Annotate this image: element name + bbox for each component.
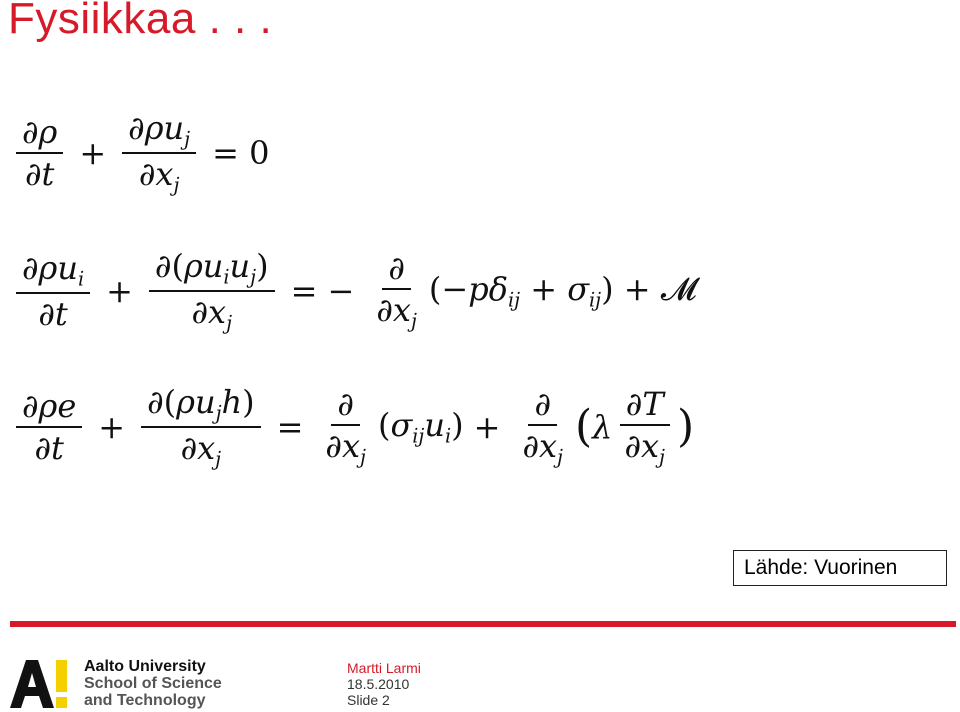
equation-continuity: $\frac{\partial\rho}{\partial t}$ + $\frac{\partial\rho u_j}{\partial x_j}$ = 0 [10,108,279,197]
university-name [84,658,222,709]
university-title: Aalto University [84,658,206,675]
fraction: $\frac{\partial\rho e}{\partial t}$ [16,386,82,468]
footer-divider [10,621,956,627]
fraction: $\frac{\partial\rho}{\partial t}$ [16,112,63,194]
fraction: $\frac{\partial(\rho u_iu_j)}{\partial x_j}$ [149,246,275,335]
equation-momentum: $\frac{\partial\rho u_i}{\partial t}$ + $\frac{\partial(\rho u_iu_j)}{\partial x_j}$ = − $\frac{\partial}{\partial x_j}$ $(-p\delta_{ij} + \sigma_{ij})$ + 𝓜 [10,246,697,335]
slide-number: Slide 2 [347,692,390,708]
equation-energy: $\frac{\partial\rho e}{\partial t}$ + $\frac{\partial(\rho u_jh)}{\partial x_j}$ = $\frac{\partial}{\partial x_j}$ $(\sigma_{ij}u_i)$ + $\frac{\partial}{\partial x_j}$ ( λ $\frac{\partial T}{\partial x_j}$ ) [10,382,694,471]
fraction: $\frac{\partial}{\partial x_j}$ [376,248,417,333]
aalto-logo-icon [10,660,70,708]
fraction: $\frac{\partial}{\partial x_j}$ [522,384,563,469]
school-line-1: School of Science [84,675,222,692]
slide-title: Fysiikkaa . . . [8,0,273,43]
footer-info [347,660,421,708]
author: Martti Larmi [347,660,421,676]
date: 18.5.2010 [347,676,410,692]
school-line-2: and Technology [84,692,206,709]
fraction: $\frac{\partial\rho u_i}{\partial t}$ [16,248,90,334]
fraction: $\frac{\partial(\rho u_jh)}{\partial x_j}$ [141,382,261,471]
source-box: Lähde: Vuorinen [733,550,947,586]
fraction: $\frac{\partial\rho u_j}{\partial x_j}$ [122,108,196,197]
fraction: $\frac{\partial T}{\partial x_j}$ [618,384,671,470]
fraction: $\frac{\partial}{\partial x_j}$ [325,384,366,469]
